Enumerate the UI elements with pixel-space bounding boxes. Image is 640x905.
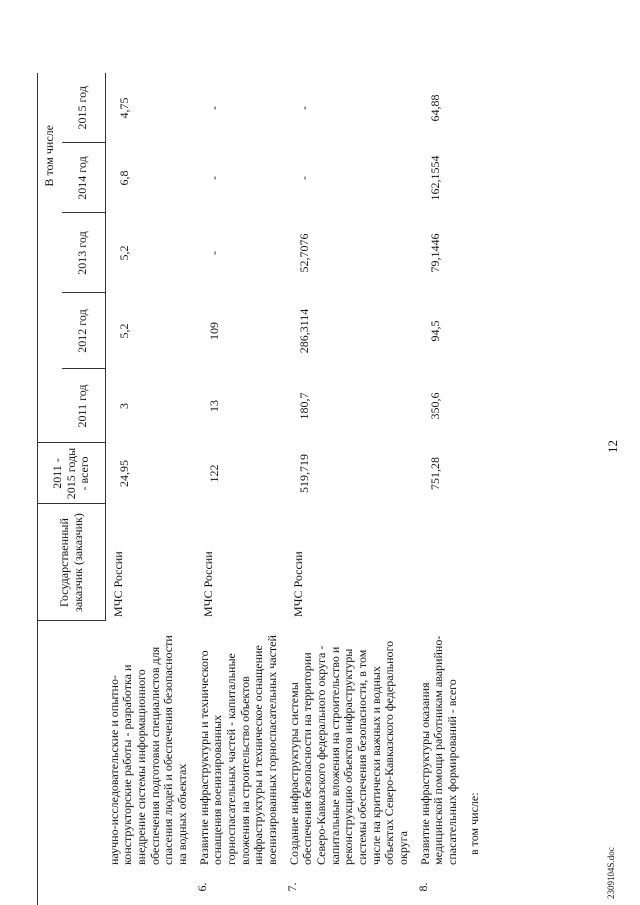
row-description: Развитие инфраструктуры и технического оснащения военизированных горноспасательных частей - капитальные вложения на строительство объектов инфраструктуры и техническое оснащение военизированных горноспасательных частей (196, 635, 279, 865)
row-value-2015: 4,75 (117, 97, 131, 119)
row-description: Создание инфраструктуры системы обеспечения безопасности на территории Северо-Кавказского федерального округа - капитальные вложения на строительство и реконструкцию объектов инфраструктуры системы обеспечения безопасности, в том числе на критически важных и водных объектах Северо-Кавказского федерального округа (286, 640, 410, 865)
header-year-2014: 2014 год (62, 143, 106, 213)
row-value-2012 (466, 293, 488, 369)
row-customer: МЧС России (290, 551, 305, 617)
row-value-2011: 3 (117, 403, 131, 409)
row-value-2012: 94,5 (427, 320, 442, 342)
table-row (106, 73, 196, 905)
row-value-2014: 162,1554 (427, 155, 442, 201)
table-row (196, 73, 286, 905)
row-value-2014 (466, 143, 488, 213)
row-value-2014: - (296, 176, 311, 180)
row-value-2011 (466, 369, 488, 443)
header-year-2011: 2011 год (62, 369, 106, 443)
row-total: 24,95 (117, 460, 131, 487)
row-total (466, 443, 488, 504)
header-in-that-number: В том числе (38, 73, 62, 443)
table-row (286, 73, 417, 905)
row-value-2011: 350,6 (427, 392, 442, 420)
row-total: 519,719 (296, 454, 311, 493)
row-value-2014: - (206, 176, 221, 180)
row-value-2012: 286,3114 (296, 308, 311, 354)
row-value-2011: 180,7 (296, 392, 311, 420)
row-value-2013 (466, 213, 488, 293)
header-customer: Государственный заказчик (заказчик) (38, 504, 106, 621)
program-table (37, 73, 487, 905)
row-description: Развитие инфраструктуры оказания медицинской помощи работникам аварийно-спасательных формирований - всего (417, 635, 459, 865)
row-total: 751,28 (427, 457, 442, 490)
row-value-2013: - (206, 251, 221, 255)
row-description: научно-исследовательские и опытно-конструкторские работы - разработка и внедрение системы информационного обеспечения подготовки специалистов для спасения людей и обеспечения безопасности на водных объектах (106, 635, 189, 865)
row-value-2015: - (206, 106, 221, 110)
row-customer (417, 504, 466, 621)
row-value-2015 (466, 73, 488, 143)
header-desc-cell (38, 621, 106, 869)
table-row (466, 73, 488, 905)
row-value-2011: 13 (206, 400, 221, 412)
header-year-2015: 2015 год (62, 73, 106, 143)
row-total: 122 (206, 464, 221, 483)
row-value-2014: 6,8 (117, 170, 131, 186)
table-row (417, 73, 466, 905)
row-customer: МЧС России (111, 551, 125, 617)
header-year-2013: 2013 год (62, 213, 106, 293)
footer-file-code: 2309104S.doc (606, 847, 616, 899)
page-number: 12 (605, 440, 620, 453)
row-number: 7. (284, 882, 299, 892)
row-value-2013: 52,7076 (296, 233, 311, 273)
row-value-2013: 79,1446 (427, 233, 442, 273)
row-number: 6. (194, 882, 209, 892)
row-customer (466, 504, 488, 621)
row-value-2012: 109 (206, 322, 221, 340)
row-value-2012: 5,2 (117, 323, 131, 339)
row-number (466, 869, 488, 905)
row-number (106, 869, 196, 905)
row-description: в том числе: (466, 792, 481, 855)
header-year-2012: 2012 год (62, 293, 106, 369)
row-value-2015: - (296, 106, 311, 110)
header-total: 2011 - 2015 годы - всего (38, 443, 106, 504)
row-value-2013: 5,2 (117, 245, 131, 261)
row-customer: МЧС России (200, 551, 215, 617)
header-num-cell (38, 869, 106, 905)
row-value-2015: 64,88 (427, 94, 442, 122)
row-number: 8. (415, 882, 430, 892)
